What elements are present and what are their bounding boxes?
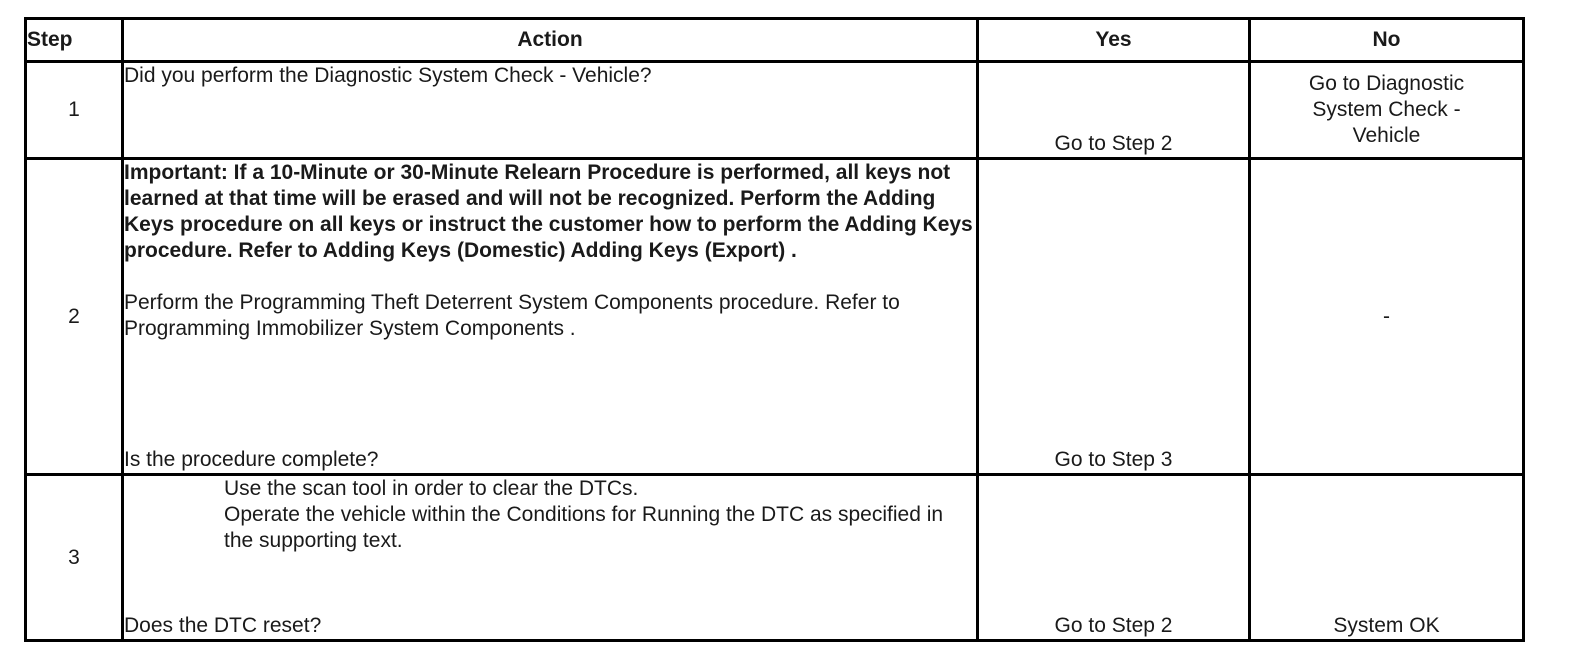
header-yes: Yes [978, 19, 1250, 62]
no-cell: - [1250, 159, 1524, 475]
step-number: 3 [26, 475, 123, 641]
header-no: No [1250, 19, 1524, 62]
yes-cell: Go to Step 2 [978, 62, 1250, 159]
action-line: Use the scan tool in order to clear the DTCs. [224, 477, 639, 500]
table-row [26, 159, 1524, 475]
action-line: Operate the vehicle within the Conditions for Running the DTC as specified in the supporting text. [224, 503, 944, 552]
action-question: Is the procedure complete? [124, 448, 379, 471]
important-note: Important: If a 10-Minute or 30-Minute Relearn Procedure is performed, all keys not learned at that time will be erased and will not be recognized. Perform the Adding Keys procedure on all keys or instruct the customer how to perform the Adding Keys procedure. Refer to Adding Keys (Domestic) Adding Keys (Export) . [124, 161, 973, 262]
action-question: Did you perform the Diagnostic System Check - Vehicle? [124, 64, 652, 87]
table-header-row [26, 19, 1524, 62]
action-cell [123, 475, 978, 641]
header-step: Step [26, 19, 123, 62]
step-number: 2 [26, 159, 123, 475]
diagnostic-table [24, 17, 1525, 642]
no-cell-text: Go to Diagnostic System Check - Vehicle [1308, 72, 1465, 147]
step-number: 1 [26, 62, 123, 159]
yes-cell: Go to Step 2 [978, 475, 1250, 641]
yes-cell: Go to Step 3 [978, 159, 1250, 475]
header-action: Action [123, 19, 978, 62]
no-cell: System OK [1250, 475, 1524, 641]
action-cell [123, 159, 978, 475]
no-cell [1250, 62, 1524, 159]
table-row [26, 62, 1524, 159]
action-question: Does the DTC reset? [124, 614, 322, 637]
action-instruction: Perform the Programming Theft Deterrent System Components procedure. Refer to Programming Immobilizer System Components . [124, 291, 900, 340]
table-row [26, 475, 1524, 641]
action-cell [123, 62, 978, 159]
